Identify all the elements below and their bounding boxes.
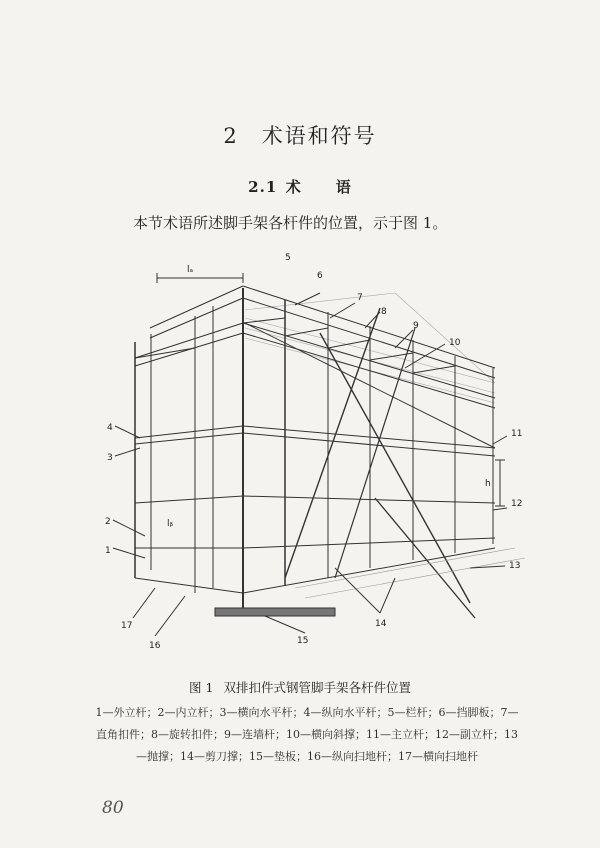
- section-number: 2.1: [248, 178, 278, 196]
- callout-15: 15: [297, 636, 309, 646]
- dimension-label-lb: lᵦ: [167, 519, 174, 529]
- callout-17: 17: [121, 621, 133, 631]
- section-title: [0, 176, 600, 197]
- callout-13: 13: [509, 561, 521, 571]
- figure-number: 图 1: [189, 680, 214, 695]
- callout-11: 11: [511, 429, 523, 439]
- callout-12: 12: [511, 499, 523, 509]
- callout-9: 9: [413, 321, 419, 331]
- chapter-number: 2: [223, 124, 239, 148]
- dimension-label-la: lₐ: [187, 265, 194, 275]
- callout-2: 2: [105, 517, 111, 527]
- callout-14: 14: [375, 619, 387, 629]
- callout-4: 4: [107, 423, 113, 433]
- callout-5: 5: [285, 253, 291, 263]
- callout-7: 7: [357, 293, 363, 303]
- callout-16: 16: [149, 641, 161, 651]
- figure-title: 双排扣件式钢管脚手架各杆件位置: [223, 680, 411, 695]
- dimension-label-h: h: [485, 479, 491, 489]
- callout-3: 3: [107, 453, 113, 463]
- page-number: 80: [102, 798, 124, 818]
- scaffold-drawing: [95, 248, 535, 658]
- callout-6: 6: [317, 271, 323, 281]
- section-title-part-2: 语: [335, 178, 352, 196]
- chapter-title: [0, 120, 600, 150]
- callout-8: 8: [381, 307, 387, 317]
- figure-legend: 1—外立杆；2—内立杆；3—横向水平杆；4—纵向水平杆；5—栏杆；6—挡脚板；7—直角扣件；8—旋转扣件；9—连墙杆；10—横向斜撑；11—主立杆；12—副立杆；13—抛撑；14—剪刀撑；15—垫板；16—纵向扫地杆；17—横向扫地杆: [95, 706, 519, 763]
- chapter-name: 术语和符号: [261, 124, 377, 148]
- section-title-part-1: 术: [285, 178, 302, 196]
- scaffold-figure: [95, 248, 535, 658]
- callout-1: 1: [105, 546, 111, 556]
- callout-10: 10: [449, 338, 461, 348]
- figure-caption: [0, 678, 600, 696]
- intro-paragraph: 本节术语所述脚手架各杆件的位置，示于图 1。: [133, 214, 448, 232]
